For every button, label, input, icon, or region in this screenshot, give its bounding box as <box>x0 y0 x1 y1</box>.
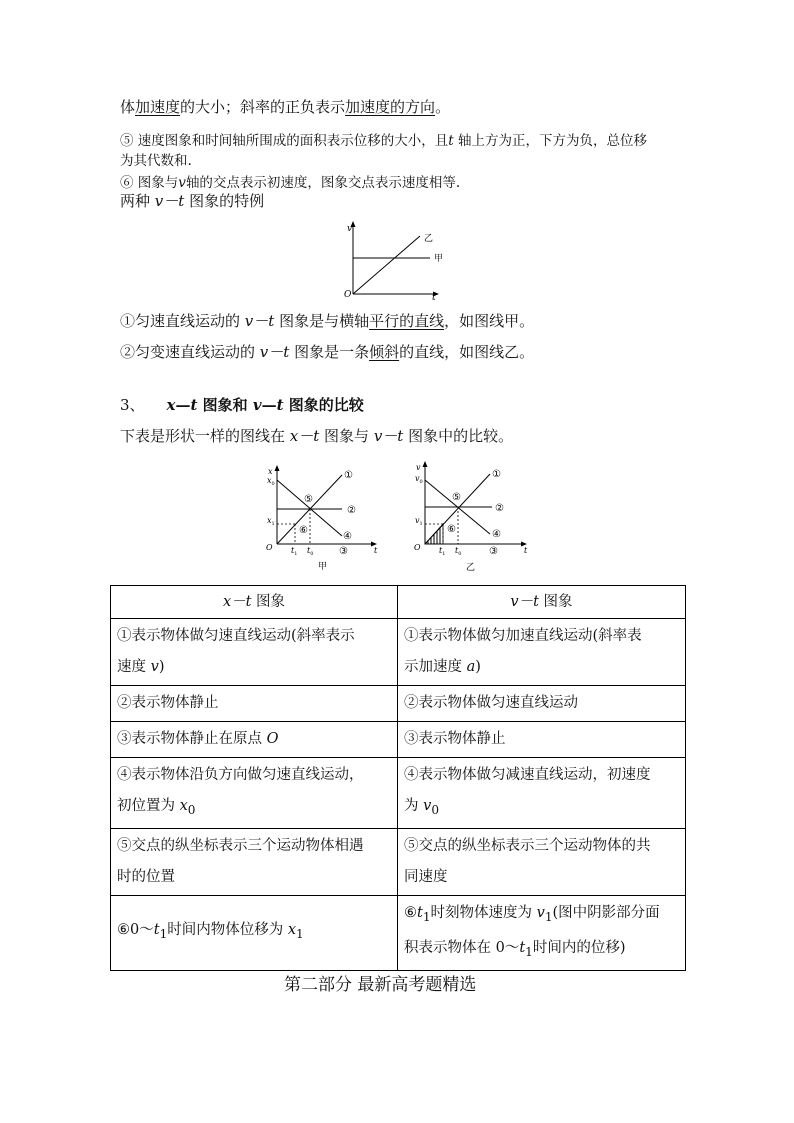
table-row <box>111 895 686 970</box>
label-yi: 乙 <box>424 234 434 244</box>
intro-item-6: ⑥ 图象与v轴的交点表示初速度，图象交点表示速度相等. <box>120 175 461 191</box>
marker-1: ① <box>344 470 353 481</box>
marker-4: ④ <box>343 531 352 542</box>
line-yi <box>353 236 420 294</box>
y-arrow <box>275 465 280 471</box>
header-xt: x－t 图象 <box>111 586 398 619</box>
v0-label: $v_0$ <box>415 474 423 485</box>
label-jia: 甲 <box>434 254 444 264</box>
intro-item-5: ⑤ 速度图象和时间轴所围成的面积表示位移的大小，且t 轴上方为正，下方为负，总位移 <box>120 133 648 149</box>
figure-caption: 甲 <box>318 562 328 572</box>
line-1 <box>425 474 490 544</box>
y-label: v <box>347 224 353 234</box>
xt-graph-figure <box>256 458 386 572</box>
marker-4: ④ <box>492 529 501 540</box>
special-case-1: ①匀速直线运动的 v－t 图象是与横轴平行的直线，如图线甲。 <box>120 312 535 330</box>
table-row <box>111 758 686 829</box>
cell-vt-4: ④表示物体做匀减速直线运动，初速度 为 $v_0$ <box>398 758 686 829</box>
origin-label: O <box>414 543 421 552</box>
v1-label: $v_1$ <box>415 516 423 527</box>
line-4 <box>277 480 342 536</box>
marker-2: ② <box>347 505 356 516</box>
table-row <box>111 828 686 895</box>
marker-3: ③ <box>339 546 348 557</box>
section-3-description: 下表是形状一样的图线在 x－t 图象与 v－t 图象中的比较。 <box>120 427 514 445</box>
marker-5: ⑤ <box>452 492 461 503</box>
figure-caption: 乙 <box>466 563 476 572</box>
x0-label: $x_0$ <box>267 476 275 487</box>
marker-6: ⑥ <box>299 525 308 536</box>
header-vt: v－t 图象 <box>398 586 686 619</box>
marker-5: ⑤ <box>304 494 313 505</box>
y-label: v <box>416 463 421 472</box>
vt-graph-figure <box>404 452 534 572</box>
t0-label: $t_0$ <box>307 546 314 557</box>
cell-xt-3: ③表示物体静止在原点 O <box>111 722 398 758</box>
intro-line-1: 体加速度的大小；斜率的正负表示加速度的方向。 <box>120 98 451 116</box>
cell-xt-6: $⑥0\sim t_1$时间内物体位移为 $x_1$ <box>111 895 398 970</box>
section-3-heading: 3、 x—t 图象和 v—t 图象的比较 <box>120 396 364 414</box>
table-row <box>111 686 686 722</box>
origin-label: O <box>266 543 273 552</box>
cell-xt-5: ⑤交点的纵坐标表示三个运动物体相遇 时的位置 <box>111 828 398 895</box>
cell-xt-1: ①表示物体做匀速直线运动(斜率表示 速度 v) <box>111 619 398 686</box>
x-label: t <box>432 293 436 302</box>
table-header-row <box>111 586 686 619</box>
x1-label: $x_1$ <box>267 516 275 527</box>
table-row <box>111 722 686 758</box>
part-two-title: 第二部分 最新高考题精选 <box>284 975 477 995</box>
special-cases-title: 两种 v－t 图象的特例 <box>120 192 265 210</box>
special-case-2: ②匀变速直线运动的 v－t 图象是一条倾斜的直线，如图线乙。 <box>120 343 535 361</box>
cell-xt-4: ④表示物体沿负方向做匀速直线运动， 初位置为 $x_0$ <box>111 758 398 829</box>
t0-label: $t_0$ <box>455 546 462 557</box>
table-row <box>111 619 686 686</box>
y-label: x <box>268 467 273 476</box>
marker-3: ③ <box>489 546 498 557</box>
comparison-table <box>110 585 686 971</box>
cell-xt-2: ②表示物体静止 <box>111 686 398 722</box>
x-label: t <box>374 546 378 555</box>
t1-label: $t_1$ <box>439 546 446 557</box>
t1-label: $t_1$ <box>291 546 298 557</box>
cell-vt-5: ⑤交点的纵坐标表示三个运动物体的共 同速度 <box>398 828 686 895</box>
marker-1: ① <box>492 469 501 480</box>
marker-2: ② <box>495 503 504 514</box>
cell-vt-6: $⑥t_1$时刻物体速度为 $v_1$(图中阴影部分面 积表示物体在 $0\sim t_1$时间内的位移) <box>398 895 686 970</box>
y-arrow <box>423 461 428 467</box>
cell-vt-2: ②表示物体做匀速直线运动 <box>398 686 686 722</box>
vt-special-figure <box>338 218 456 302</box>
origin-label: O <box>344 290 352 300</box>
x-label: t <box>524 546 528 555</box>
marker-6: ⑥ <box>447 524 456 535</box>
cell-vt-3: ③表示物体静止 <box>398 722 686 758</box>
cell-vt-1: ①表示物体做匀加速直线运动(斜率表 示加速度 a) <box>398 619 686 686</box>
intro-item-5-cont: 为其代数和. <box>120 153 192 169</box>
